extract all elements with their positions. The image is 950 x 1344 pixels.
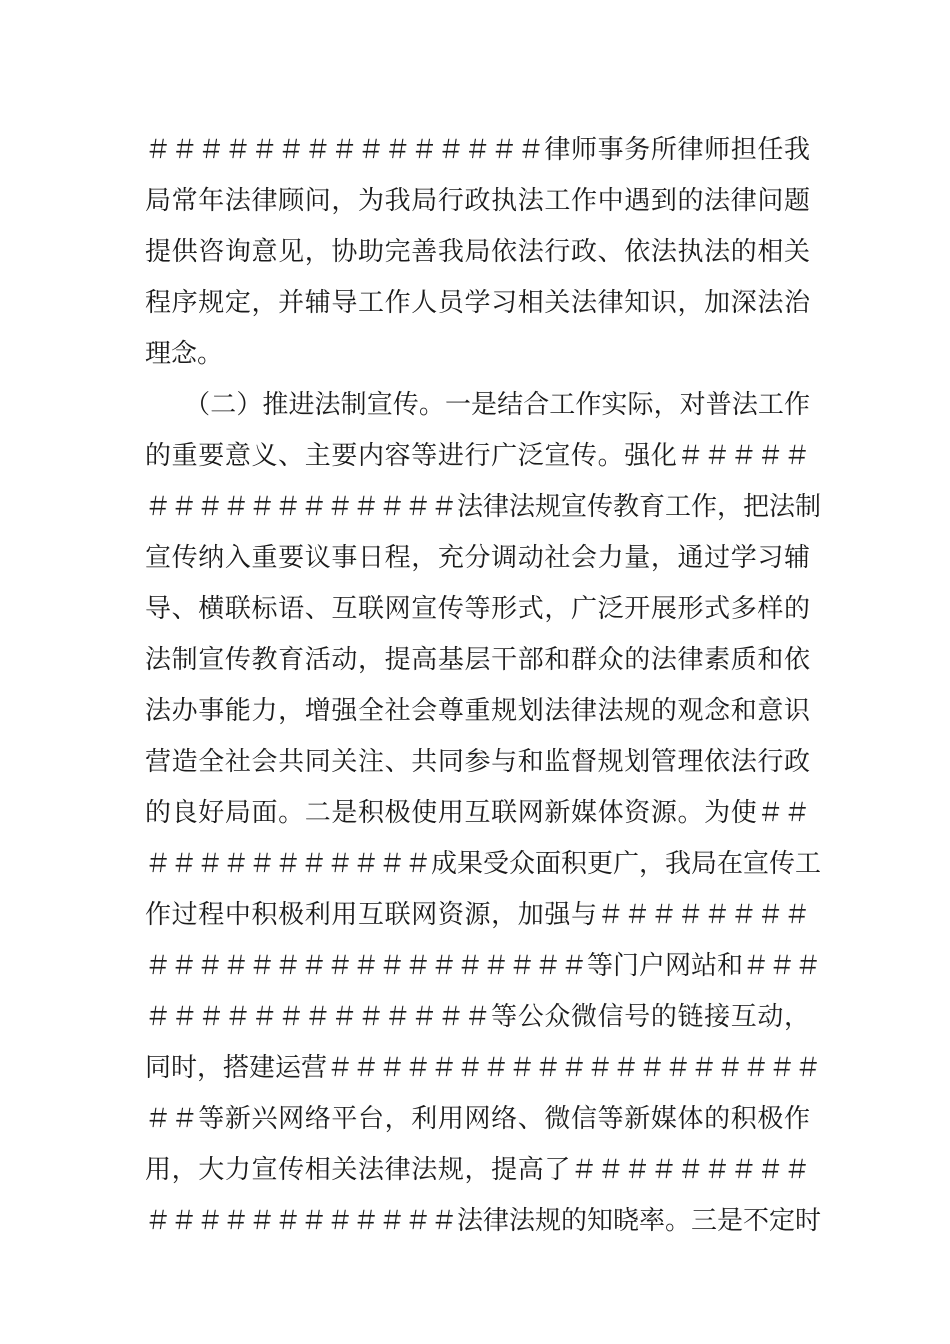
text-line: 作过程中积极利用互联网资源，加强与＃＃＃＃＃＃＃＃ <box>145 900 810 930</box>
text-line: 用，大力宣传相关法律法规，提高了＃＃＃＃＃＃＃＃＃ <box>145 1155 810 1185</box>
text-line: ＃＃＃＃＃＃＃＃＃＃＃＃＃＃＃律师事务所律师担任我 <box>145 135 810 165</box>
text-line: 法制宣传教育活动，提高基层干部和群众的法律素质和依 <box>145 645 810 675</box>
text-line: 同时，搭建运营＃＃＃＃＃＃＃＃＃＃＃＃＃＃＃＃＃＃＃ <box>145 1053 822 1083</box>
text-line: 法办事能力，增强全社会尊重规划法律法规的观念和意识 <box>145 696 810 726</box>
text-line: ＃＃＃＃＃＃＃＃＃＃＃＃＃＃＃＃＃等门户网站和＃＃＃ <box>145 951 822 981</box>
text-line: 程序规定，并辅导工作人员学习相关法律知识，加深法治 <box>145 288 810 318</box>
text-line: 营造全社会共同关注、共同参与和监督规划管理依法行政 <box>145 747 810 777</box>
text-line: 理念。 <box>145 339 224 369</box>
text-line: 的重要意义、主要内容等进行广泛宣传。强化＃＃＃＃＃ <box>145 441 810 471</box>
text-line: 导、横联标语、互联网宣传等形式，广泛开展形式多样的 <box>145 594 810 624</box>
text-line: 的良好局面。二是积极使用互联网新媒体资源。为使＃＃ <box>145 798 810 828</box>
text-line: （二）推进法制宣传。一是结合工作实际，对普法工作 <box>145 390 810 420</box>
text-line: ＃＃等新兴网络平台，利用网络、微信等新媒体的积极作 <box>145 1104 810 1134</box>
text-line: ＃＃＃＃＃＃＃＃＃＃＃＃法律法规宣传教育工作，把法制 <box>145 492 822 522</box>
text-line: ＃＃＃＃＃＃＃＃＃＃＃＃＃等公众微信号的链接互动， <box>145 1002 810 1032</box>
text-line: ＃＃＃＃＃＃＃＃＃＃＃＃法律法规的知晓率。三是不定时 <box>145 1206 822 1236</box>
text-line: 宣传纳入重要议事日程，充分调动社会力量，通过学习辅 <box>145 543 810 573</box>
body-text <box>145 125 822 1247</box>
text-line: 局常年法律顾问，为我局行政执法工作中遇到的法律问题 <box>145 186 810 216</box>
text-line: ＃＃＃＃＃＃＃＃＃＃＃成果受众面积更广，我局在宣传工 <box>145 849 822 879</box>
text-line: 提供咨询意见，协助完善我局依法行政、依法执法的相关 <box>145 237 810 267</box>
